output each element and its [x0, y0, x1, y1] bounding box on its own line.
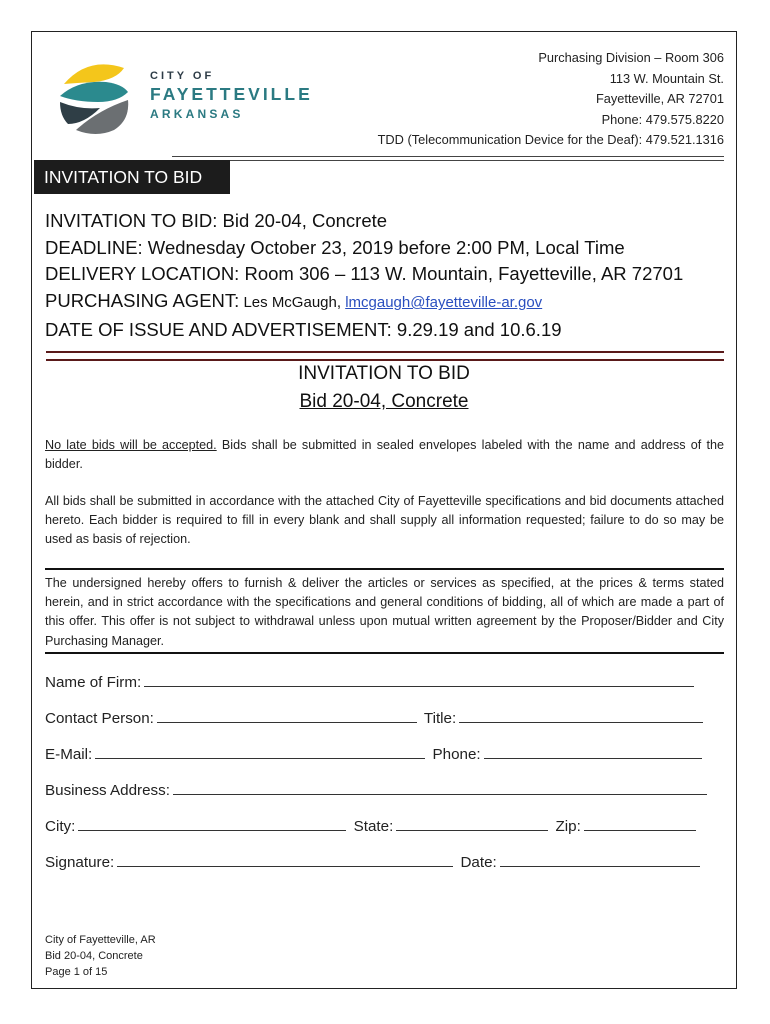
logo-city-of: CITY OF — [150, 70, 215, 82]
contact-input-line[interactable] — [157, 708, 417, 723]
agent-value: Les McGaugh, — [239, 294, 346, 312]
business-address-row — [45, 780, 710, 799]
contact-row — [45, 708, 706, 727]
bid-info — [45, 208, 683, 344]
submission-paragraph: All bids shall be submitted in accordance with the attached City of Fayetteville specifications and bid documents attached hereto. Each bidder is required to fill in every blank and shall supply all information requested; failure to do so may be used as basis of rejection. — [45, 494, 724, 547]
state-input-line[interactable] — [396, 816, 548, 831]
signature-label: Signature: — [45, 854, 115, 871]
late-bids-notice: No late bids will be accepted. — [45, 438, 217, 452]
bid-info-itb — [45, 208, 683, 235]
bid-info-agent — [45, 288, 683, 317]
date-label: Date: — [460, 854, 497, 871]
late-bids-text: Bids shall be submitted in sealed envelopes labeled with the name and address of the bidder. — [45, 438, 724, 472]
address-line: TDD (Telecommunication Device for the Deaf): 479.521.1316 — [377, 132, 724, 147]
firm-input-line[interactable] — [144, 672, 694, 687]
firm-field — [45, 672, 697, 691]
date-input-line[interactable] — [500, 852, 700, 867]
footer-page-number: Page 1 of 15 — [45, 966, 108, 978]
footer-line: Bid 20-04, Concrete — [45, 950, 143, 962]
firm-label: Name of Firm: — [45, 674, 142, 691]
purchasing-address — [378, 48, 724, 151]
center-title: INVITATION TO BID — [298, 363, 470, 384]
title-input-line[interactable] — [459, 708, 703, 723]
email-input-line[interactable] — [95, 744, 425, 759]
center-subtitle: Bid 20-04, Concrete — [299, 391, 469, 412]
bid-info-delivery — [45, 261, 683, 288]
deadline-suffix: , Local Time — [524, 236, 625, 258]
contact-label: Contact Person: — [45, 710, 154, 727]
city-label: City: — [45, 818, 76, 835]
bid-info-issue — [45, 317, 683, 344]
business-address-label: Business Address: — [45, 782, 170, 799]
thick-divider — [45, 568, 724, 570]
phone-input-line[interactable] — [484, 744, 702, 759]
delivery-value: Room 306 – 113 W. Mountain, Fayetteville, AR 72701 — [239, 263, 684, 285]
page-footer — [45, 932, 156, 980]
agent-label: PURCHASING AGENT: — [45, 290, 240, 312]
address-line: Fayetteville, AR 72701 — [595, 91, 724, 106]
title-label: Title: — [423, 710, 457, 727]
deadline-value: Wednesday October 23, 2019 before 2:00 PM — [142, 236, 525, 258]
signature-row — [45, 852, 703, 871]
logo-wordmark — [150, 70, 313, 121]
agent-email-link[interactable]: lmcgaugh@fayetteville-ar.gov — [345, 294, 543, 312]
issue-value: 9.29.19 and 10.6.19 — [391, 318, 562, 340]
section-title-bar: INVITATION TO BID — [34, 160, 230, 194]
delivery-label: DELIVERY LOCATION: — [45, 263, 240, 285]
late-bids-paragraph — [45, 436, 724, 474]
zip-label: Zip: — [555, 818, 581, 835]
footer-line: City of Fayetteville, AR — [45, 934, 156, 946]
header-rule — [172, 156, 724, 157]
bid-info-deadline — [45, 235, 683, 262]
double-divider — [46, 351, 724, 361]
itb-value: Bid 20-04, Concrete — [217, 210, 388, 231]
city-state-zip-row — [45, 816, 699, 835]
thick-divider — [45, 652, 724, 654]
email-row — [45, 744, 705, 763]
address-line: Phone: 479.575.8220 — [601, 111, 724, 127]
zip-input-line[interactable] — [584, 816, 696, 831]
issue-label: DATE OF ISSUE AND ADVERTISEMENT: — [45, 318, 392, 340]
header-rule — [222, 160, 724, 161]
address-line: Purchasing Division – Room 306 — [538, 50, 724, 65]
logo-state: ARKANSAS — [150, 107, 244, 121]
itb-label: INVITATION TO BID: — [45, 210, 218, 231]
email-label: E-Mail: — [45, 746, 93, 763]
state-label: State: — [353, 818, 394, 835]
business-address-input-line[interactable] — [173, 780, 707, 795]
address-line: 113 W. Mountain St. — [609, 70, 724, 86]
city-logo-icon — [58, 58, 130, 136]
deadline-label: DEADLINE: — [45, 236, 143, 258]
logo-name: FAYETTEVILLE — [150, 84, 313, 104]
city-input-line[interactable] — [78, 816, 346, 831]
offer-paragraph: The undersigned hereby offers to furnish & deliver the articles or services as specified, at the prices & terms stated herein, and in strict accordance with the specifications and general conditions of bidding, all of which are made a part of this offer. This offer is not subject to withdrawal unless upon mutual written agreement by the Proposer/Bidder and City Purchasing Manager. — [45, 576, 724, 648]
phone-label: Phone: — [432, 746, 481, 763]
signature-input-line[interactable] — [117, 852, 453, 867]
document-page — [31, 31, 737, 989]
